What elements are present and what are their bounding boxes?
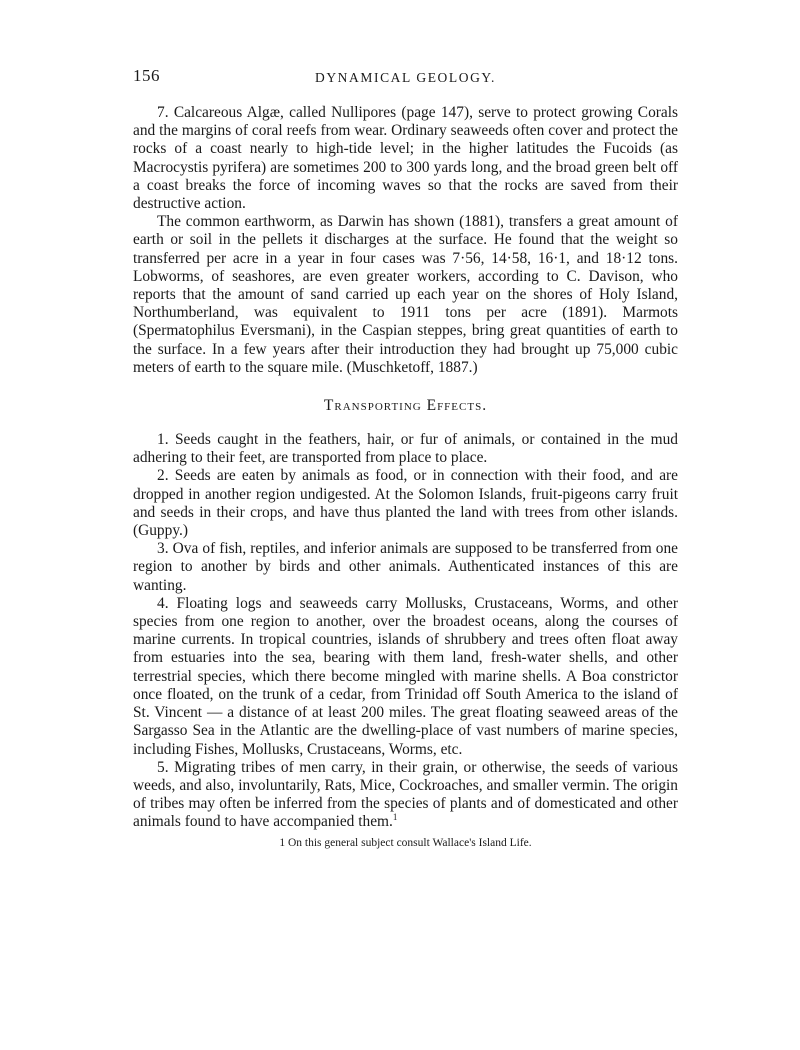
paragraph-migrating-tribes	[133, 759, 678, 832]
page-header	[133, 66, 678, 90]
paragraph-ova-of-fish: 3. Ova of fish, reptiles, and inferior animals are supposed to be transferred from one region to another by birds and other animals. Authenticated instances of this are wanting.	[133, 540, 678, 594]
paragraph-floating-logs: 4. Floating logs and seaweeds carry Mollusks, Crustaceans, Worms, and other species from one region to another, over the broadest oceans, along the courses of marine currents. In tropical countries, islands of shrubbery and trees often float away from estuaries into the sea, bearing with them land, fresh-water shells, and other terrestrial species, which there become mingled with marine shells. A Boa constrictor once floated, on the trunk of a cedar, from Trinidad off South America to the island of St. Vincent — a distance of at least 200 miles. The great floating seaweed areas of the Sargasso Sea in the Atlantic are the dwelling-place of vast numbers of marine species, including Fishes, Mollusks, Crustaceans, Worms, etc.	[133, 594, 678, 758]
paragraph-calcareous-algae: 7. Calcareous Algæ, called Nullipores (page 147), serve to protect growing Corals and the margins of coral reefs from wear. Ordinary seaweeds often cover and protect the rocks of a coast nearly to high-tide level; in the higher latitudes the Fucoids (as Macrocystis pyrifera) are sometimes 200 to 300 yards long, and the broad green belt off a coast breaks the force of incoming waves so that the rocks are saved from their destructive action.	[133, 104, 678, 213]
paragraph-earthworm: The common earthworm, as Darwin has shown (1881), transfers a great amount of earth or soil in the pellets it discharges at the surface. He found that the weight so transferred per acre in a year in four cases was 7·56, 14·58, 16·1, and 18·12 tons. Lobworms, of seashores, are even greater workers, according to C. Davison, who reports that the amount of sand carried up each year on the shores of Holy Island, Northumberland, was equivalent to 1911 tons per acre (1891). Marmots (Spermatophilus Eversmani), in the Caspian steppes, bring great quantities of earth to the surface. In a few years after their introduction they had brought up 75,000 cubic meters of earth to the square mile. (Muschketoff, 1887.)	[133, 213, 678, 376]
paragraph-migrating-tribes-text: 5. Migrating tribes of men carry, in their grain, or otherwise, the seeds of various weeds, and also, involuntarily, Rats, Mice, Cockroaches, and smaller vermin. The origin of tribes may often be inferred from the species of plants and of domesticated and other animals found to have accompanied them.	[133, 758, 678, 831]
section-heading: Transporting Effects.	[323, 397, 488, 415]
footnote-marker: 1	[392, 812, 398, 823]
body-text	[133, 104, 678, 850]
running-head: DYNAMICAL GEOLOGY.	[314, 70, 497, 85]
paragraph-seeds-eaten: 2. Seeds are eaten by animals as food, or in connection with their food, and are dropped in another region undigested. At the Solomon Islands, fruit-pigeons carry fruit and seeds in their crops, and have thus planted the land with trees from other islands. (Guppy.)	[133, 467, 678, 540]
paragraph-seeds-feathers: 1. Seeds caught in the feathers, hair, or fur of animals, or contained in the mud adhering to their feet, are transported from place to place.	[133, 431, 678, 467]
page-number: 156	[133, 66, 160, 85]
footnote: 1 On this general subject consult Wallace's Island Life.	[279, 836, 532, 849]
